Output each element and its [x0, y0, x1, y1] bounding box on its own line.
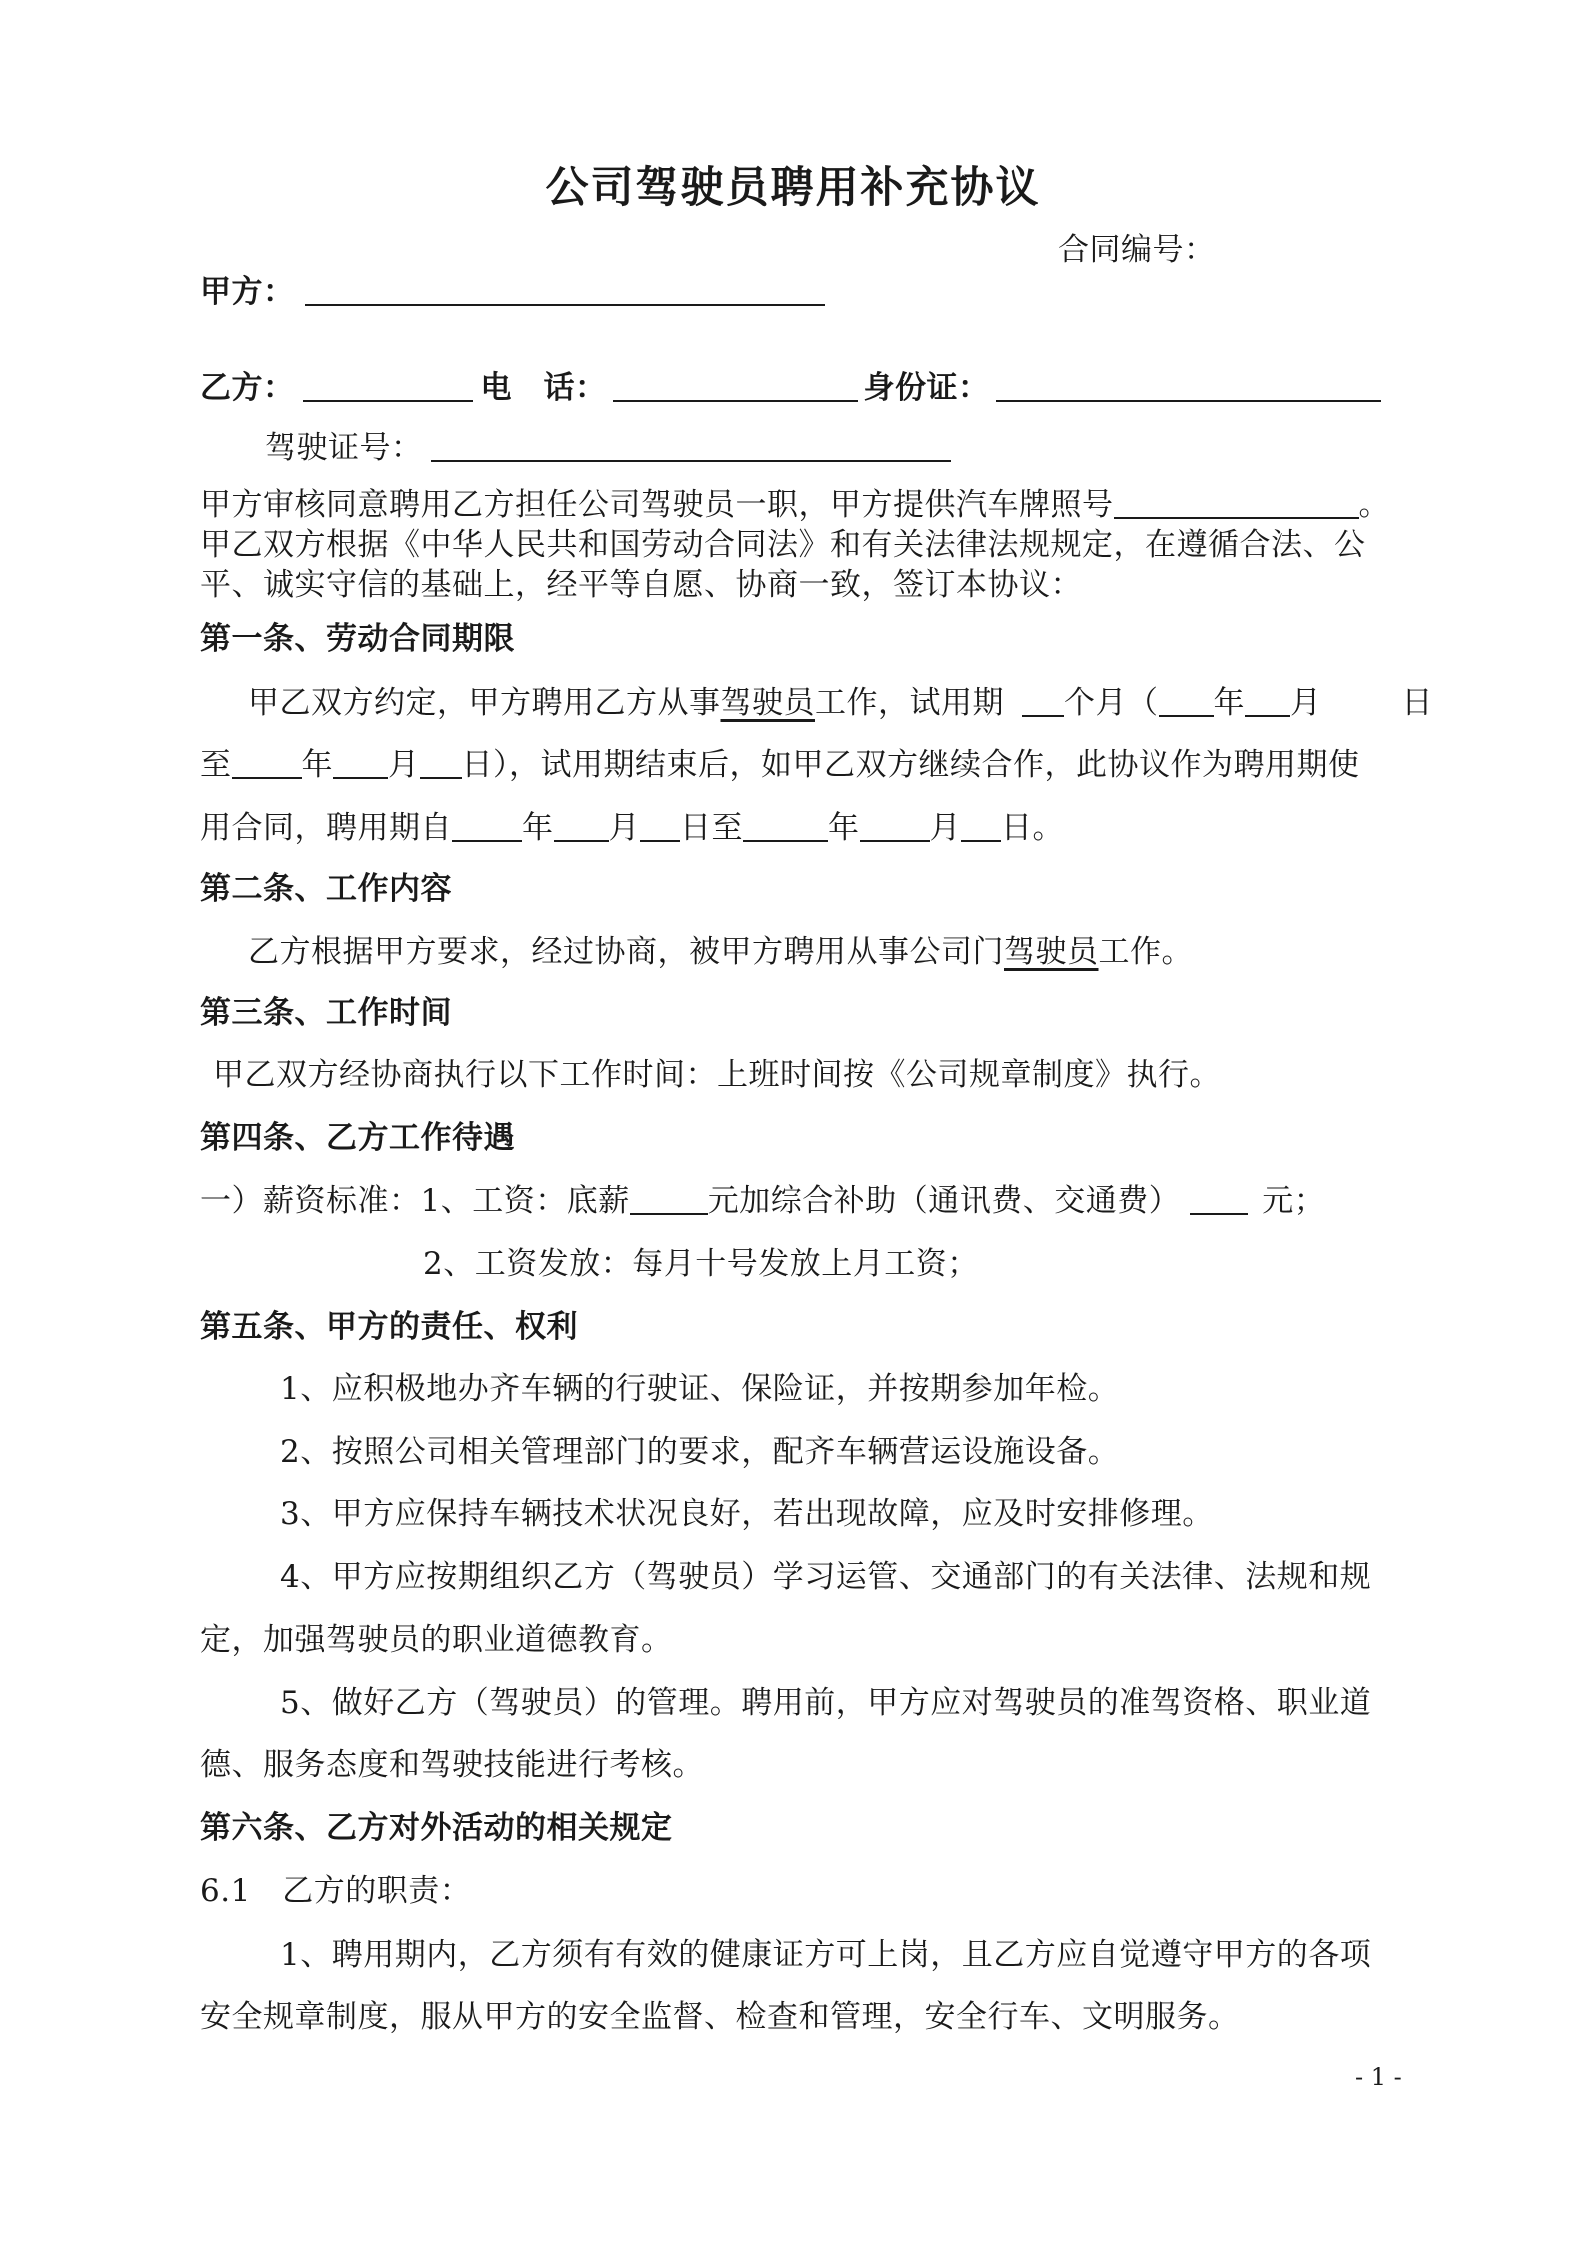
article-5-item-2: 2、按照公司相关管理部门的要求，配齐车辆营运设施设备。 [280, 1434, 1120, 1470]
party-a-line [200, 272, 825, 312]
id-label: 身份证： [863, 370, 990, 406]
probation-months-blank [1022, 685, 1064, 717]
a2-underlined-role: 驾驶员 [1004, 934, 1099, 970]
plate-number-blank [1114, 487, 1359, 519]
a1-text-6: 日至 [680, 810, 743, 846]
a1-text-7: 日。 [1001, 810, 1064, 846]
document-title: 公司驾驶员聘用补充协议 [545, 163, 1041, 213]
a1-text-2: 工作，试用期 [815, 685, 1004, 721]
article-6-heading: 第六条、乙方对外活动的相关规定 [200, 1810, 673, 1846]
intro-text-1: 甲方审核同意聘用乙方担任公司驾驶员一职，甲方提供汽车牌照号 [200, 487, 1114, 523]
base-salary-blank [630, 1183, 708, 1215]
license-line [265, 428, 951, 468]
a2-text-2: 工作。 [1098, 934, 1193, 970]
phone-blank [613, 370, 858, 402]
a1-month-blank [1245, 685, 1290, 717]
a1-hire-month-blank [554, 810, 609, 842]
salary-text-1: 一）薪资标准：1、工资：底薪 [200, 1183, 630, 1219]
article-1-heading: 第一条、劳动合同期限 [200, 621, 515, 657]
party-a-blank [305, 274, 825, 306]
license-label: 驾驶证号： [265, 430, 423, 466]
article-1-line-3 [200, 808, 1064, 848]
article-2-heading: 第二条、工作内容 [200, 871, 452, 907]
a1-to: 至 [200, 747, 232, 783]
a1-hire-year: 年 [522, 810, 554, 846]
a1-hire-end-day-blank [961, 810, 1001, 842]
salary-standard-line [200, 1181, 1325, 1221]
article-6-item-1b: 安全规章制度，服从甲方的安全监督、检查和管理，安全行车、文明服务。 [200, 1999, 1240, 2035]
intro-line-1 [200, 485, 1390, 525]
article-1-line-1 [248, 683, 1433, 723]
a1-hire-month: 月 [608, 810, 640, 846]
page-number: - 1 - [1355, 2063, 1402, 2091]
article-5-heading: 第五条、甲方的责任、权利 [200, 1309, 578, 1345]
a1-hire-day-blank [640, 810, 680, 842]
party-b-label: 乙方： [200, 370, 295, 406]
article-2-line-1 [248, 932, 1193, 972]
a1-text-4: 日），试用期结束后，如甲乙双方继续合作，此协议作为聘用期使 [461, 747, 1360, 783]
a1-hire-year-blank [452, 810, 522, 842]
intro-line-3: 平、诚实守信的基础上，经平等自愿、协商一致，签订本协议： [200, 567, 1082, 603]
article-1-line-2 [200, 745, 1360, 785]
a1-underlined-role: 驾驶员 [720, 685, 815, 721]
article-5-item-5a: 5、做好乙方（驾驶员）的管理。聘用前，甲方应对驾驶员的准驾资格、职业道 [280, 1685, 1372, 1721]
article-5-item-3: 3、甲方应保持车辆技术状况良好，若出现故障，应及时安排修理。 [280, 1496, 1214, 1532]
contract-number-label: 合同编号： [1058, 232, 1216, 268]
a1-hire-end-month-blank [860, 810, 930, 842]
a1-end-year-blank [232, 747, 302, 779]
a1-text-3: 个月（ [1064, 685, 1159, 721]
a1-text-1: 甲乙双方约定，甲方聘用乙方从事 [248, 685, 721, 721]
article-5-item-4a: 4、甲方应按期组织乙方（驾驶员）学习运管、交通部门的有关法律、法规和规 [280, 1559, 1372, 1595]
article-6-subheading: 6.1 乙方的职责： [200, 1873, 472, 1909]
article-4-heading: 第四条、乙方工作待遇 [200, 1120, 515, 1156]
article-3-heading: 第三条、工作时间 [200, 995, 452, 1031]
license-blank [431, 430, 951, 462]
salary-text-3: 元； [1262, 1183, 1326, 1219]
salary-text-2: 元加综合补助（通讯费、交通费） [707, 1183, 1181, 1219]
article-5-item-5b: 德、服务态度和驾驶技能进行考核。 [200, 1747, 704, 1783]
a1-hire-end-year-blank [743, 810, 828, 842]
phone-label: 电 话： [480, 370, 607, 406]
a1-day: 日 [1401, 685, 1433, 721]
allowance-blank [1190, 1183, 1248, 1215]
a1-end-day-blank [420, 747, 462, 779]
id-blank [996, 370, 1381, 402]
article-3-line-1: 甲乙双方经协商执行以下工作时间：上班时间按《公司规章制度》执行。 [213, 1057, 1221, 1093]
a1-hire-end-month: 月 [929, 810, 961, 846]
party-a-label: 甲方： [200, 274, 295, 310]
article-5-item-4b: 定，加强驾驶员的职业道德教育。 [200, 1622, 673, 1658]
intro-line-2: 甲乙双方根据《中华人民共和国劳动合同法》和有关法律法规规定，在遵循合法、公 [200, 527, 1366, 563]
party-b-name-blank [303, 370, 473, 402]
a1-end-month-blank [333, 747, 388, 779]
a1-month: 月 [1290, 685, 1322, 721]
a1-hire-end-year: 年 [828, 810, 860, 846]
intro-line1-end: 。 [1358, 487, 1390, 523]
a1-end-year: 年 [301, 747, 333, 783]
a1-end-month: 月 [388, 747, 420, 783]
a2-text-1: 乙方根据甲方要求，经过协商，被甲方聘用从事公司门 [248, 934, 1004, 970]
salary-payment-line: 2、工资发放：每月十号发放上月工资； [423, 1246, 979, 1282]
article-5-item-1: 1、应积极地办齐车辆的行驶证、保险证，并按期参加年检。 [280, 1371, 1120, 1407]
a1-year-blank [1159, 685, 1214, 717]
a1-year: 年 [1213, 685, 1245, 721]
party-b-line [200, 368, 1381, 408]
a1-text-5: 用合同，聘用期自 [200, 810, 452, 846]
article-6-item-1a: 1、聘用期内，乙方须有有效的健康证方可上岗，且乙方应自觉遵守甲方的各项 [280, 1937, 1372, 1973]
